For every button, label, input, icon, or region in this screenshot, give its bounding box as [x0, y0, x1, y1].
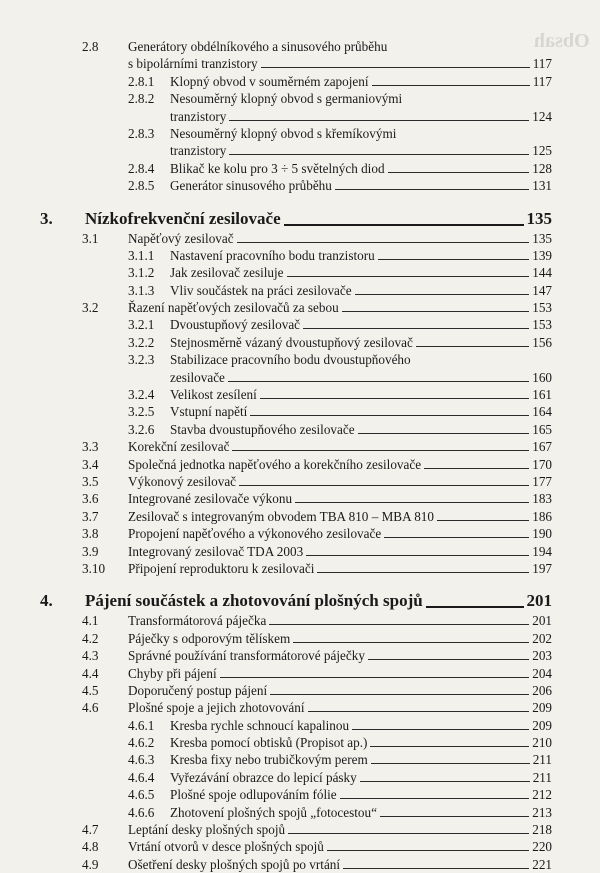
- toc-row: [0, 456, 600, 473]
- leader-line: [370, 734, 529, 747]
- toc-number: 3.2.3: [128, 352, 155, 368]
- toc-row: [0, 786, 600, 803]
- toc-page-number: 128: [532, 160, 552, 176]
- toc-page-number: 131: [532, 178, 552, 194]
- toc-page-number: 218: [532, 822, 552, 838]
- toc-row: [0, 247, 600, 264]
- toc-title: Řazení napěťových zesilovačů za sebou: [128, 300, 339, 316]
- toc-title: Dvoustupňový zesilovač: [170, 317, 301, 333]
- toc-title: Transformátorová páječka: [128, 613, 267, 629]
- leader-line: [355, 282, 530, 295]
- toc-page-number: 209: [532, 717, 552, 733]
- leader-line: [388, 160, 530, 173]
- toc-row: [0, 230, 600, 247]
- toc-title: Nastavení pracovního bodu tranzistoru: [170, 247, 375, 263]
- toc-number: 3.: [40, 208, 53, 228]
- toc-number: 4.3: [82, 648, 99, 664]
- leader-line: [250, 403, 529, 416]
- toc-row: [0, 804, 600, 821]
- toc-page-number: 161: [532, 387, 552, 403]
- toc-title: Integrovaný zesilovač TDA 2003: [128, 543, 304, 559]
- toc-title: Ošetření desky plošných spojů po vrtání: [128, 856, 341, 872]
- toc-page-number: 183: [532, 491, 552, 507]
- toc-row: [0, 108, 600, 125]
- toc-row: [0, 856, 600, 873]
- toc-title: Zesilovač s integrovaným obvodem TBA 810 – MBA 810: [128, 508, 434, 524]
- leader-line: [352, 717, 529, 730]
- toc-title: Správné používání transformátorové páječky: [128, 648, 365, 664]
- toc-page-number: 209: [532, 700, 552, 716]
- toc-row: [0, 351, 600, 368]
- toc-page-number: 164: [532, 404, 552, 420]
- toc-number: 4.2: [82, 630, 99, 646]
- toc-page-number: 210: [532, 735, 552, 751]
- toc-page-number: 194: [532, 543, 552, 559]
- leader-line: [437, 508, 529, 521]
- toc-number: 3.2.6: [128, 421, 155, 437]
- toc-title: Výkonový zesilovač: [128, 473, 237, 489]
- toc-title: Připojení reproduktoru k zesilovači: [128, 560, 315, 576]
- toc-title: Kresba fixy nebo trubičkovým perem: [170, 752, 368, 768]
- toc-page-number: 147: [532, 282, 552, 298]
- toc-number: 4.7: [82, 822, 99, 838]
- toc-page-number: 220: [532, 839, 552, 855]
- leader-line: [288, 821, 529, 834]
- leader-line: [261, 55, 530, 68]
- toc-title: Plošné spoje odlupováním fólie: [170, 787, 337, 803]
- toc-title: Vliv součástek na práci zesilovače: [170, 282, 352, 298]
- leader-line: [229, 142, 529, 155]
- toc-page-number: 144: [532, 265, 552, 281]
- toc-page-number: 167: [532, 439, 552, 455]
- toc-row: [0, 38, 600, 55]
- toc-page-number: 213: [532, 804, 552, 820]
- leader-line: [287, 264, 530, 277]
- toc-number: 2.8: [82, 39, 99, 54]
- toc-number: 4.6.3: [128, 752, 155, 768]
- toc-number: 3.1.3: [128, 282, 155, 298]
- toc-row: [0, 838, 600, 855]
- toc-number: 3.2.1: [128, 317, 155, 333]
- leader-line: [220, 665, 530, 678]
- toc-row: [0, 473, 600, 490]
- toc-title: Nesouměrný klopný obvod s křemíkovými: [170, 125, 397, 141]
- toc-title: Doporučený postup pájení: [128, 682, 268, 698]
- toc-page-number: 212: [532, 787, 552, 803]
- leader-line: [293, 630, 529, 643]
- toc-number: 3.7: [82, 508, 99, 524]
- leader-line: [360, 769, 530, 782]
- toc-number: 4.6.2: [128, 735, 155, 751]
- leader-line: [239, 473, 529, 486]
- leader-line: [237, 230, 530, 243]
- toc-title: Společná jednotka napěťového a korekčního zesilovače: [128, 456, 422, 472]
- toc-number: 3.2.4: [128, 387, 155, 403]
- toc-row: [0, 438, 600, 455]
- toc-title: Chyby při pájení: [128, 665, 217, 681]
- toc-page-number: 139: [532, 247, 552, 263]
- toc-number: 4.8: [82, 839, 99, 855]
- toc-row: [0, 73, 600, 90]
- toc-number: 4.9: [82, 856, 99, 872]
- leader-line: [306, 543, 529, 556]
- leader-line: [260, 386, 529, 399]
- toc-page-number: 153: [532, 317, 552, 333]
- toc-page-number: 211: [532, 752, 552, 768]
- leader-line: [229, 108, 529, 121]
- toc-chapter-row: [0, 208, 600, 230]
- toc-title: Propojení napěťového a výkonového zesilovače: [128, 526, 382, 542]
- leader-line: [342, 299, 530, 312]
- toc-title: Pájení součástek a zhotovování plošných spojů: [85, 591, 423, 611]
- leader-line: [371, 751, 530, 764]
- toc-title: Stavba dvoustupňového zesilovače: [170, 421, 355, 437]
- leader-line: [303, 316, 529, 329]
- toc-row: [0, 142, 600, 159]
- leader-line: [284, 208, 524, 226]
- toc-page-number: 135: [526, 208, 552, 228]
- toc-page-number: 211: [532, 769, 552, 785]
- toc-row: [0, 55, 600, 72]
- toc-number: 3.2.2: [128, 334, 155, 350]
- toc-page-number: 170: [532, 456, 552, 472]
- toc-title: Zhotovení plošných spojů „fotocestou“: [170, 804, 377, 820]
- toc-number: 4.6.4: [128, 769, 155, 785]
- toc-page-number: 117: [532, 73, 552, 89]
- toc-title: Klopný obvod v souměrném zapojení: [170, 73, 369, 89]
- leader-line: [317, 560, 529, 573]
- toc-row: [0, 177, 600, 194]
- toc-number: 4.6: [82, 700, 99, 716]
- toc-row: [0, 299, 600, 316]
- toc-row: [0, 490, 600, 507]
- toc-number: 3.1.2: [128, 265, 155, 281]
- table-of-contents: [0, 38, 600, 873]
- toc-row: [0, 421, 600, 438]
- leader-line: [424, 456, 529, 469]
- leader-line: [368, 647, 529, 660]
- leader-line: [228, 369, 529, 382]
- leader-line: [384, 525, 529, 538]
- leader-line: [270, 682, 529, 695]
- toc-number: 3.2.5: [128, 404, 155, 420]
- toc-row: [0, 560, 600, 577]
- toc-title: Jak zesilovač zesiluje: [170, 265, 284, 281]
- toc-number: 3.9: [82, 543, 99, 559]
- toc-title: Kresba pomocí obtisků (Propisot ap.): [170, 735, 368, 751]
- toc-number: 3.5: [82, 473, 99, 489]
- leader-line: [327, 838, 529, 851]
- toc-title: s bipolárními tranzistory: [128, 56, 258, 72]
- toc-row: [0, 264, 600, 281]
- toc-row: [0, 682, 600, 699]
- toc-number: 4.1: [82, 613, 99, 629]
- toc-number: 2.8.1: [128, 73, 155, 89]
- leader-line: [380, 804, 529, 817]
- toc-number: 2.8.4: [128, 160, 155, 176]
- toc-row: [0, 125, 600, 142]
- toc-row: [0, 665, 600, 682]
- toc-row: [0, 630, 600, 647]
- toc-number: 2.8.5: [128, 178, 155, 194]
- toc-number: 2.8.3: [128, 125, 155, 141]
- toc-row: [0, 90, 600, 107]
- toc-title: Plošné spoje a jejich zhotovování: [128, 700, 305, 716]
- toc-page-number: 206: [532, 682, 552, 698]
- leader-line: [416, 334, 529, 347]
- toc-row: [0, 403, 600, 420]
- toc-title: Kresba rychle schnoucí kapalinou: [170, 717, 350, 733]
- toc-title: Korekční zesilovač: [128, 439, 230, 455]
- leader-line: [378, 247, 530, 260]
- toc-row: [0, 508, 600, 525]
- toc-row: [0, 647, 600, 664]
- toc-title: Blikač ke kolu pro 3 ÷ 5 světelných diod: [170, 160, 385, 176]
- toc-page-number: 202: [532, 630, 552, 646]
- toc-page-number: 186: [532, 508, 552, 524]
- toc-title: tranzistory: [170, 108, 227, 124]
- toc-row: [0, 543, 600, 560]
- leader-line: [372, 73, 530, 86]
- toc-row: [0, 334, 600, 351]
- toc-title: Vyřezávání obrazce do lepicí pásky: [170, 769, 357, 785]
- toc-title: Stejnosměrně vázaný dvoustupňový zesilovač: [170, 334, 413, 350]
- toc-row: [0, 160, 600, 177]
- toc-page-number: 177: [532, 473, 552, 489]
- toc-row: [0, 386, 600, 403]
- toc-row: [0, 316, 600, 333]
- toc-number: 3.4: [82, 456, 99, 472]
- toc-row: [0, 612, 600, 629]
- toc-title: Velikost zesílení: [170, 387, 257, 403]
- toc-page-number: 135: [532, 230, 552, 246]
- toc-page-number: 201: [532, 613, 552, 629]
- toc-number: 3.1.1: [128, 247, 155, 263]
- toc-title: zesilovače: [170, 369, 225, 385]
- toc-title: Generátor sinusového průběhu: [170, 178, 332, 194]
- toc-title: Generátory obdélníkového a sinusového průběhu: [128, 39, 388, 54]
- toc-row: [0, 369, 600, 386]
- leader-line: [308, 699, 530, 712]
- toc-number: 4.6.6: [128, 804, 155, 820]
- leader-line: [343, 856, 529, 869]
- toc-number: 3.1: [82, 230, 99, 246]
- toc-row: [0, 525, 600, 542]
- toc-title: Stabilizace pracovního bodu dvoustupňového: [170, 352, 411, 368]
- toc-number: 4.6.1: [128, 717, 155, 733]
- toc-page-number: 221: [532, 856, 552, 872]
- leader-line: [358, 421, 530, 434]
- toc-number: 3.8: [82, 526, 99, 542]
- toc-page-number: 117: [532, 56, 552, 72]
- toc-title: Leptání desky plošných spojů: [128, 822, 286, 838]
- toc-page-number: 156: [532, 334, 552, 350]
- toc-number: 3.10: [82, 560, 106, 576]
- toc-row: [0, 282, 600, 299]
- leader-line: [426, 590, 524, 608]
- toc-title: Napěťový zesilovač: [128, 230, 234, 246]
- toc-page-number: 165: [532, 421, 552, 437]
- toc-title: Nízkofrekvenční zesilovače: [85, 208, 281, 228]
- toc-number: 3.2: [82, 300, 99, 316]
- toc-title: Integrované zesilovače výkonu: [128, 491, 293, 507]
- toc-page-number: 190: [532, 526, 552, 542]
- toc-row: [0, 699, 600, 716]
- toc-row: [0, 751, 600, 768]
- toc-title: Nesouměrný klopný obvod s germaniovými: [170, 91, 403, 107]
- toc-page-number: 125: [532, 143, 552, 159]
- toc-page-number: 204: [532, 665, 552, 681]
- toc-page-number: 153: [532, 300, 552, 316]
- toc-title: Vrtání otvorů v desce plošných spojů: [128, 839, 324, 855]
- toc-title: Vstupní napětí: [170, 404, 248, 420]
- bleed-through-text: Obsah: [534, 30, 590, 52]
- leader-line: [269, 612, 529, 625]
- toc-row: [0, 717, 600, 734]
- toc-number: 4.: [40, 591, 53, 611]
- toc-title: Páječky s odporovým tělískem: [128, 630, 291, 646]
- toc-row: [0, 734, 600, 751]
- toc-page-number: 203: [532, 648, 552, 664]
- toc-page-number: 201: [526, 591, 552, 611]
- toc-number: 3.6: [82, 491, 99, 507]
- toc-number: 3.3: [82, 439, 99, 455]
- toc-row: [0, 769, 600, 786]
- toc-number: 4.4: [82, 665, 99, 681]
- toc-page-number: 160: [532, 369, 552, 385]
- leader-line: [340, 786, 530, 799]
- toc-number: 4.6.5: [128, 787, 155, 803]
- toc-row: [0, 821, 600, 838]
- toc-number: 2.8.2: [128, 91, 155, 107]
- toc-number: 4.5: [82, 682, 99, 698]
- toc-page-number: 124: [532, 108, 552, 124]
- leader-line: [335, 177, 529, 190]
- leader-line: [232, 438, 529, 451]
- toc-page-number: 197: [532, 560, 552, 576]
- leader-line: [295, 490, 529, 503]
- toc-chapter-row: [0, 590, 600, 612]
- toc-title: tranzistory: [170, 143, 227, 159]
